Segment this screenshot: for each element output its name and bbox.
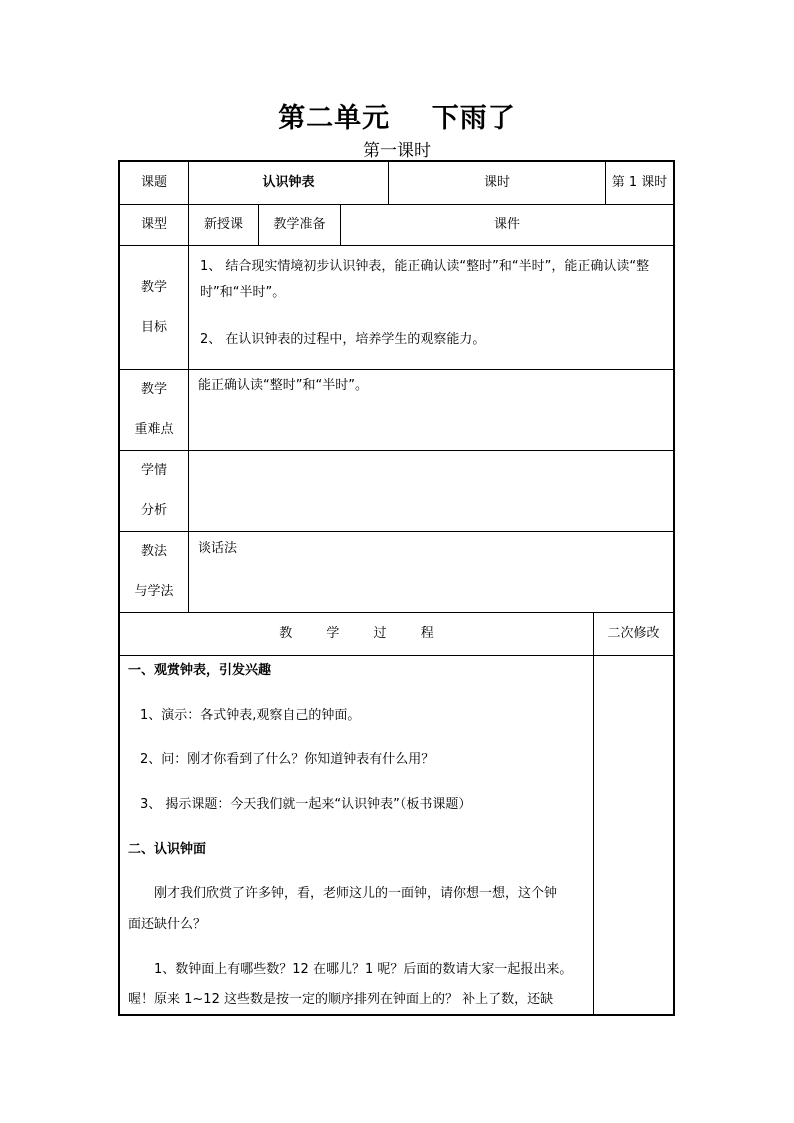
analysis-label	[120, 451, 188, 531]
topic-value: 认识钟表	[262, 175, 315, 190]
key-value: 能正确认读“整时”和“半时”。	[198, 378, 368, 393]
lesson-plan-table	[118, 160, 675, 1016]
goal-label-line: 目标	[140, 319, 167, 335]
method-label-line: 教法	[140, 544, 167, 559]
prep-value: 课件	[493, 217, 520, 232]
section-2-title: 二、认识钟面	[128, 842, 207, 857]
type-label: 课型	[140, 217, 167, 232]
paragraph-1-line-2: 面还缺什么？	[128, 917, 207, 932]
method-label	[120, 532, 188, 612]
row-divider	[120, 531, 673, 532]
analysis-label-line: 学情	[140, 463, 167, 478]
key-label	[120, 370, 188, 450]
process-item-3: 3、 揭示课题：今天我们就一起来“认识钟表”（板书课题）	[140, 797, 472, 812]
key-label-line: 重难点	[134, 422, 174, 437]
row-divider	[120, 369, 673, 370]
page-subtitle: 第一课时	[363, 141, 431, 161]
process-item-1: 1、演示：各式钟表,观察自己的钟面。	[140, 708, 361, 723]
row-divider	[120, 655, 673, 656]
goal-2: 2、 在认识钟表的过程中，培养学生的观察能力。	[200, 332, 486, 347]
section-1-title: 一、观赏钟表，引发兴趣	[128, 663, 272, 678]
process-item-2: 2、问：刚才你看到了什么？你知道钟表有什么用？	[140, 752, 435, 767]
revision-header: 二次修改	[607, 626, 660, 641]
process-header: 教 学 过 程	[279, 626, 434, 641]
analysis-label-line: 分析	[140, 503, 167, 518]
type-value: 新授课	[203, 217, 243, 232]
period-value: 第 1 课时	[611, 175, 668, 190]
paragraph-1-line-1: 刚才我们欣赏了许多钟，看，老师这儿的一面钟，请你想一想，这个钟	[154, 886, 558, 901]
key-label-line: 教学	[140, 382, 167, 397]
goal-label-line: 教学	[140, 279, 167, 295]
goal-label	[120, 246, 188, 369]
topic-label: 课题	[140, 175, 167, 190]
col-divider	[593, 612, 594, 1016]
method-label-line: 与学法	[134, 584, 174, 599]
row-divider	[120, 245, 673, 246]
page-title: 第二单元 下雨了	[278, 103, 516, 134]
period-label: 课时	[483, 175, 510, 190]
prep-label: 教学准备	[273, 217, 326, 232]
row-divider	[120, 450, 673, 451]
method-value: 谈话法	[198, 541, 238, 556]
goal-1: 1、 结合现实情境初步认识钟表，能正确认读“整时”和“半时”，能正确认读“整时”和“半时”。	[200, 259, 650, 300]
paragraph-2-line-1: 1、数钟面上有哪些数？12 在哪儿？1 呢？后面的数请大家一起报出来。	[154, 962, 573, 977]
paragraph-2-line-2: 喔！原来 1~12 这些数是按一定的顺序排列在钟面上的？ 补上了数，还缺	[128, 992, 554, 1007]
